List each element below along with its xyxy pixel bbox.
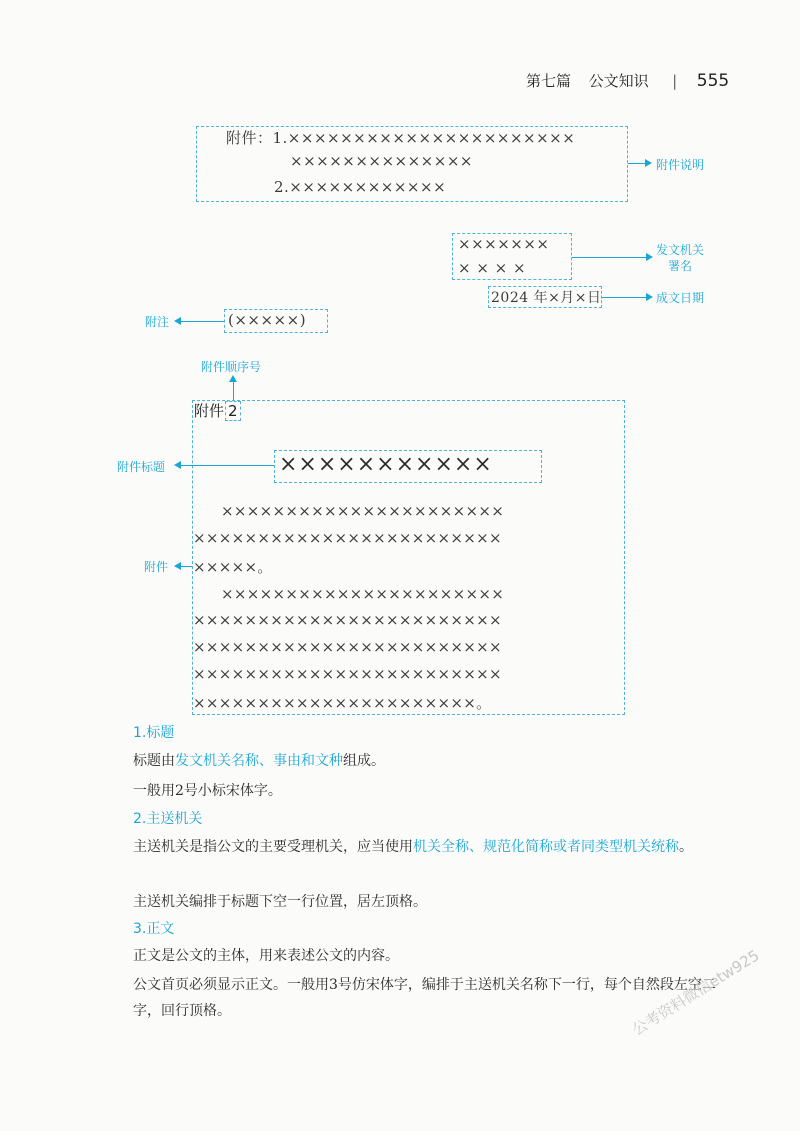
para-text: 组成。	[343, 753, 385, 769]
body-line-2: ××××××××××××××××××××××××	[193, 529, 502, 547]
annotation-attachment-title: 附件标题	[117, 460, 166, 474]
attachment-desc-pointer	[628, 163, 646, 164]
para-text: 。	[679, 839, 693, 855]
signature-line-2: × × × ×	[458, 259, 527, 277]
arrow-right-icon	[646, 293, 653, 301]
attachment-line-3: 2.××××××××××××	[274, 178, 447, 196]
annotation-issuer-sign-line2: 署名	[668, 259, 693, 273]
attachment2-number: 2	[225, 401, 241, 421]
header-separator: |	[672, 72, 678, 90]
date-pointer	[602, 297, 648, 298]
para-text: 标题由	[133, 753, 175, 769]
signature-line-1: ×××××××	[458, 235, 550, 253]
arrow-right-icon	[645, 159, 652, 167]
title-pointer	[180, 465, 274, 466]
header-part: 第七篇	[526, 72, 572, 90]
attachment2-label-prefix: 附件	[194, 402, 225, 420]
body-line-4: ××××××××××××××××××××××	[221, 585, 505, 603]
body-line-1: ××××××××××××××××××××××	[221, 502, 505, 520]
body-line-8: ××××××××××××××××××××××。	[193, 694, 492, 712]
para-text: 一般用2号小标宋体字。	[133, 783, 282, 799]
attachment2-label	[194, 400, 241, 421]
section2-para-2	[133, 889, 733, 915]
section3-para-1	[133, 943, 733, 969]
para-text: 主送机关编排于标题下空一行位置，居左顶格。	[133, 894, 427, 910]
annotation-attachment-seq: 附件顺序号	[201, 360, 262, 374]
annotation-issuer-sign	[656, 242, 704, 274]
annotation-attachment-desc: 附件说明	[656, 158, 705, 172]
body-line-3: ×××××。	[193, 558, 273, 576]
para-highlight: 发文机关名称、事由和文种	[175, 753, 343, 769]
annotation-issue-date: 成文日期	[656, 291, 705, 305]
seq-pointer	[233, 381, 234, 401]
para-highlight: 机关全称、规范化简称或者同类型机关统称	[413, 839, 679, 855]
para-text: 主送机关是指公文的主要受理机关，应当使用	[133, 839, 413, 855]
header-subject: 公文知识	[588, 72, 649, 90]
attachment-pointer	[180, 566, 192, 567]
remark-text: (×××××)	[228, 311, 307, 329]
section1-para-2	[133, 778, 733, 804]
running-header	[526, 70, 729, 91]
para-text: 公文首页必须显示正文。一般用3号仿宋体字，编排于主送机关名称下一行，每个自然段左空二字，回行顶格。	[133, 977, 716, 1019]
arrow-right-icon	[646, 253, 653, 261]
section1-para-1	[133, 748, 733, 774]
section-heading-1: 1.标题	[133, 725, 175, 741]
section-heading-2: 2.主送机关	[133, 811, 203, 827]
body-line-7: ××××××××××××××××××××××××	[193, 665, 502, 683]
page-number: 555	[696, 71, 730, 91]
section2-para-1	[133, 834, 733, 860]
annotation-attachment: 附件	[144, 560, 169, 574]
attachment-line-1: 附件：1.××××××××××××××××××××××	[226, 129, 576, 147]
watermark: 公考资料微信etw925	[629, 946, 763, 1039]
annotation-remark: 附注	[145, 315, 170, 329]
attachment-title: ×××××××××××	[279, 452, 493, 477]
para-text: 正文是公文的主体，用来表述公文的内容。	[133, 948, 399, 964]
issue-date: 2024 年×月×日	[491, 290, 602, 306]
section-heading-3: 3.正文	[133, 921, 175, 937]
remark-pointer	[180, 321, 224, 322]
body-line-5: ××××××××××××××××××××××××	[193, 611, 502, 629]
attachment-line-2: ××××××××××××××	[290, 152, 473, 170]
body-line-6: ××××××××××××××××××××××××	[193, 638, 502, 656]
annotation-issuer-sign-line1: 发文机关	[656, 243, 705, 257]
signature-pointer	[572, 257, 648, 258]
